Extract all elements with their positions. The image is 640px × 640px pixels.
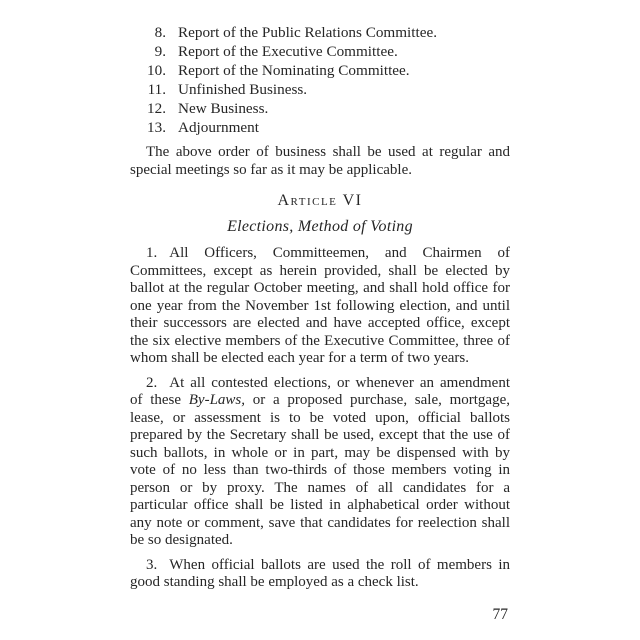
agenda-item xyxy=(130,81,510,100)
item-text: Unfinished Business. xyxy=(178,80,308,98)
agenda-item xyxy=(130,43,510,62)
paragraph-number: 1. xyxy=(146,245,158,262)
page-number: 77 xyxy=(492,605,508,623)
article-heading: Article VI xyxy=(277,192,363,210)
order-of-business-list xyxy=(130,24,510,137)
intro-paragraph-text: The above order of business shall be used at regular and special meetings so far as it may be applicable. xyxy=(130,144,510,178)
paragraph-text-segment: At all contested elections, or whenever an amendment of these xyxy=(130,374,510,409)
section-title: Elections, Method of Voting xyxy=(227,218,413,236)
italic-term: By-Laws, xyxy=(188,392,246,409)
intro-paragraph xyxy=(130,144,510,179)
paragraph-1 xyxy=(130,245,510,368)
item-number: 10. xyxy=(147,61,166,79)
item-number: 11. xyxy=(147,80,166,98)
paragraph-text: All Officers, Committeemen, and Chairmen of Committees, except as herein provided, shall be elected by ballot at the regular October meeting, and shall hold office for one year from the November 1st following election, and until their successors are elected and have accepted office, except the six elective members of the Executive Committee, three of whom shall be elected each year for a term of two years. xyxy=(130,245,510,367)
agenda-item xyxy=(130,24,510,43)
item-text: New Business. xyxy=(178,99,269,117)
item-text: Report of the Public Relations Committee. xyxy=(178,24,437,41)
item-text: Adjournment xyxy=(178,118,259,136)
item-number: 9. xyxy=(154,42,166,60)
agenda-item xyxy=(130,119,510,138)
item-number: 13. xyxy=(147,118,166,136)
paragraph-2 xyxy=(130,375,510,550)
paragraph-number: 3. xyxy=(146,556,158,573)
paragraph-3 xyxy=(130,557,510,592)
paragraph-text: When official ballots are used the roll of members in good standing shall be employed as a check list. xyxy=(130,556,510,591)
agenda-item xyxy=(130,62,510,81)
item-text: Report of the Executive Committee. xyxy=(178,42,398,60)
paragraph-text-segment: or a proposed purchase, sale, mortgage, lease, or assessment is to be voted upon, official ballots prepared by the Secretary shall be used, except that the use of such ballots, in whole or in part, may be dispensed with by vote of no less than two-thirds of those members voting in person or by proxy. The names of all candidates for a particular office shall be listed in alphabetical order without any note or comment, save that candidates for reelection shall be so designated. xyxy=(130,392,510,549)
text-block xyxy=(130,24,510,624)
item-text: Report of the Nominating Committee. xyxy=(178,61,410,79)
item-number: 8. xyxy=(154,24,166,41)
paragraph-number: 2. xyxy=(146,374,158,391)
item-number: 12. xyxy=(147,99,166,117)
agenda-item xyxy=(130,100,510,119)
